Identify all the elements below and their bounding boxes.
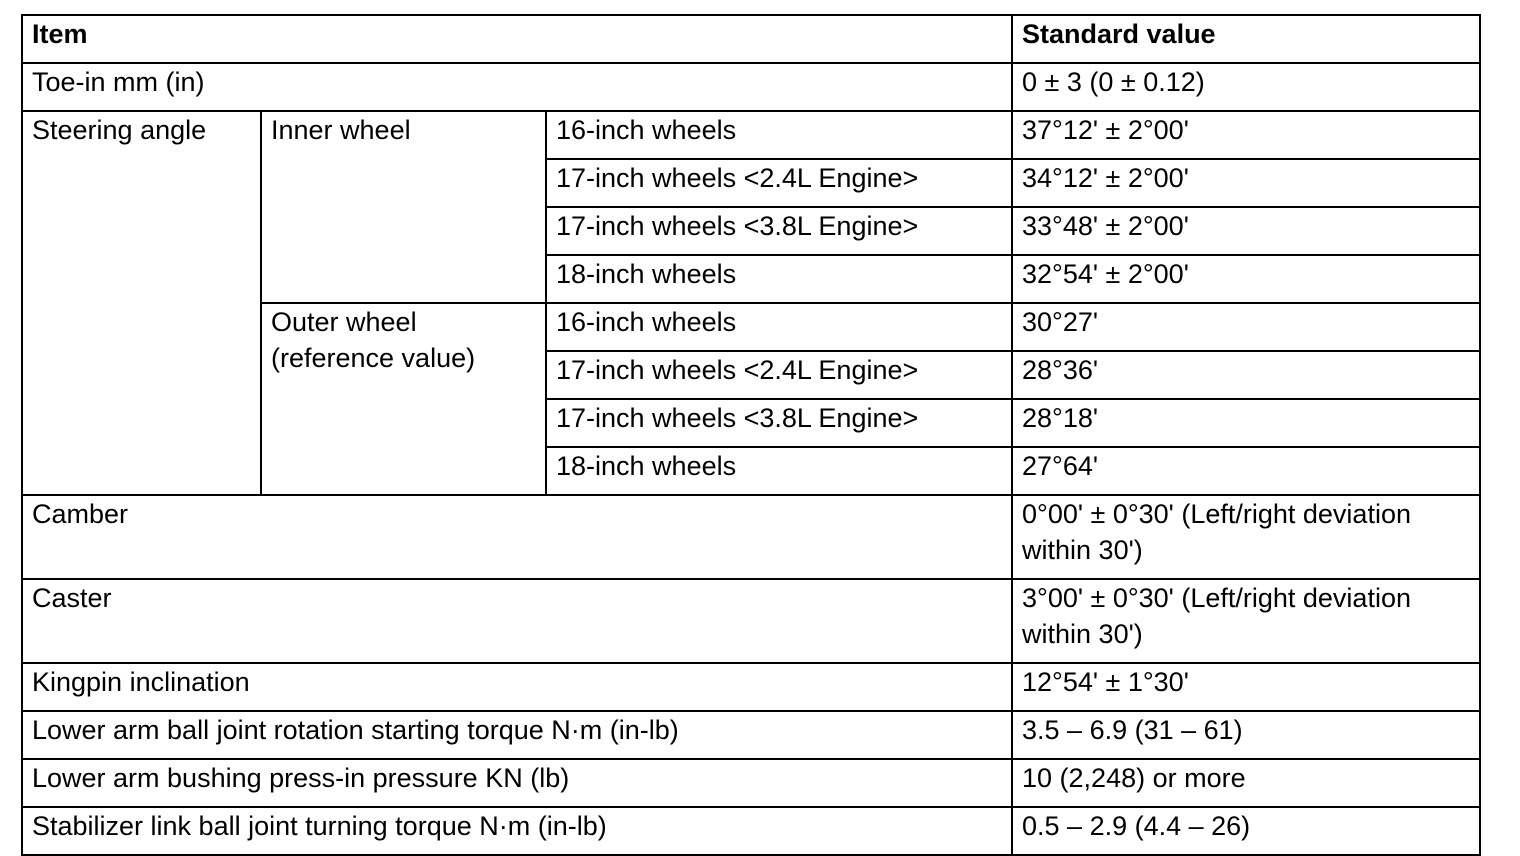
table-row <box>22 63 1480 111</box>
toe-in-label: Toe-in mm (in) <box>22 63 1012 111</box>
outer-wheel-value: 30°27' <box>1012 303 1480 351</box>
inner-wheel-size: 16-inch wheels <box>546 111 1012 159</box>
table-row <box>22 495 1480 579</box>
inner-wheel-value: 37°12' ± 2°00' <box>1012 111 1480 159</box>
outer-wheel-label-line1: Outer wheel <box>271 307 417 337</box>
outer-wheel-size: 16-inch wheels <box>546 303 1012 351</box>
outer-wheel-size: 18-inch wheels <box>546 447 1012 495</box>
header-item: Item <box>22 15 1012 63</box>
caster-label: Caster <box>22 579 1012 663</box>
table-row <box>22 663 1480 711</box>
caster-value <box>1012 579 1480 663</box>
table-row <box>22 111 1480 159</box>
toe-in-value: 0 ± 3 (0 ± 0.12) <box>1012 63 1480 111</box>
camber-value-line2: within 30') <box>1022 535 1143 565</box>
lower-arm-torque-value: 3.5 – 6.9 (31 – 61) <box>1012 711 1480 759</box>
inner-wheel-value: 34°12' ± 2°00' <box>1012 159 1480 207</box>
outer-wheel-size: 17-inch wheels <3.8L Engine> <box>546 399 1012 447</box>
header-row <box>22 15 1480 63</box>
steering-angle-label: Steering angle <box>22 111 261 495</box>
outer-wheel-label <box>261 303 546 495</box>
inner-wheel-size: 17-inch wheels <3.8L Engine> <box>546 207 1012 255</box>
table-row <box>22 807 1480 855</box>
table-row <box>22 711 1480 759</box>
outer-wheel-size: 17-inch wheels <2.4L Engine> <box>546 351 1012 399</box>
camber-label: Camber <box>22 495 1012 579</box>
camber-value-line1: 0°00' ± 0°30' (Left/right deviation <box>1022 499 1411 529</box>
inner-wheel-size: 18-inch wheels <box>546 255 1012 303</box>
stabilizer-link-value: 0.5 – 2.9 (4.4 – 26) <box>1012 807 1480 855</box>
specification-table <box>21 14 1481 856</box>
kingpin-value: 12°54' ± 1°30' <box>1012 663 1480 711</box>
camber-value <box>1012 495 1480 579</box>
inner-wheel-value: 33°48' ± 2°00' <box>1012 207 1480 255</box>
lower-arm-bushing-label: Lower arm bushing press-in pressure KN (lb) <box>22 759 1012 807</box>
caster-value-line1: 3°00' ± 0°30' (Left/right deviation <box>1022 583 1411 613</box>
table-row <box>22 579 1480 663</box>
outer-wheel-value: 28°36' <box>1012 351 1480 399</box>
header-standard-value: Standard value <box>1012 15 1480 63</box>
inner-wheel-label: Inner wheel <box>261 111 546 303</box>
outer-wheel-value: 28°18' <box>1012 399 1480 447</box>
inner-wheel-size: 17-inch wheels <2.4L Engine> <box>546 159 1012 207</box>
lower-arm-torque-label: Lower arm ball joint rotation starting torque N·m (in-lb) <box>22 711 1012 759</box>
kingpin-label: Kingpin inclination <box>22 663 1012 711</box>
outer-wheel-value: 27°64' <box>1012 447 1480 495</box>
outer-wheel-label-line2: (reference value) <box>271 343 476 373</box>
stabilizer-link-label: Stabilizer link ball joint turning torque N·m (in-lb) <box>22 807 1012 855</box>
table-row <box>22 759 1480 807</box>
lower-arm-bushing-value: 10 (2,248) or more <box>1012 759 1480 807</box>
caster-value-line2: within 30') <box>1022 619 1143 649</box>
inner-wheel-value: 32°54' ± 2°00' <box>1012 255 1480 303</box>
